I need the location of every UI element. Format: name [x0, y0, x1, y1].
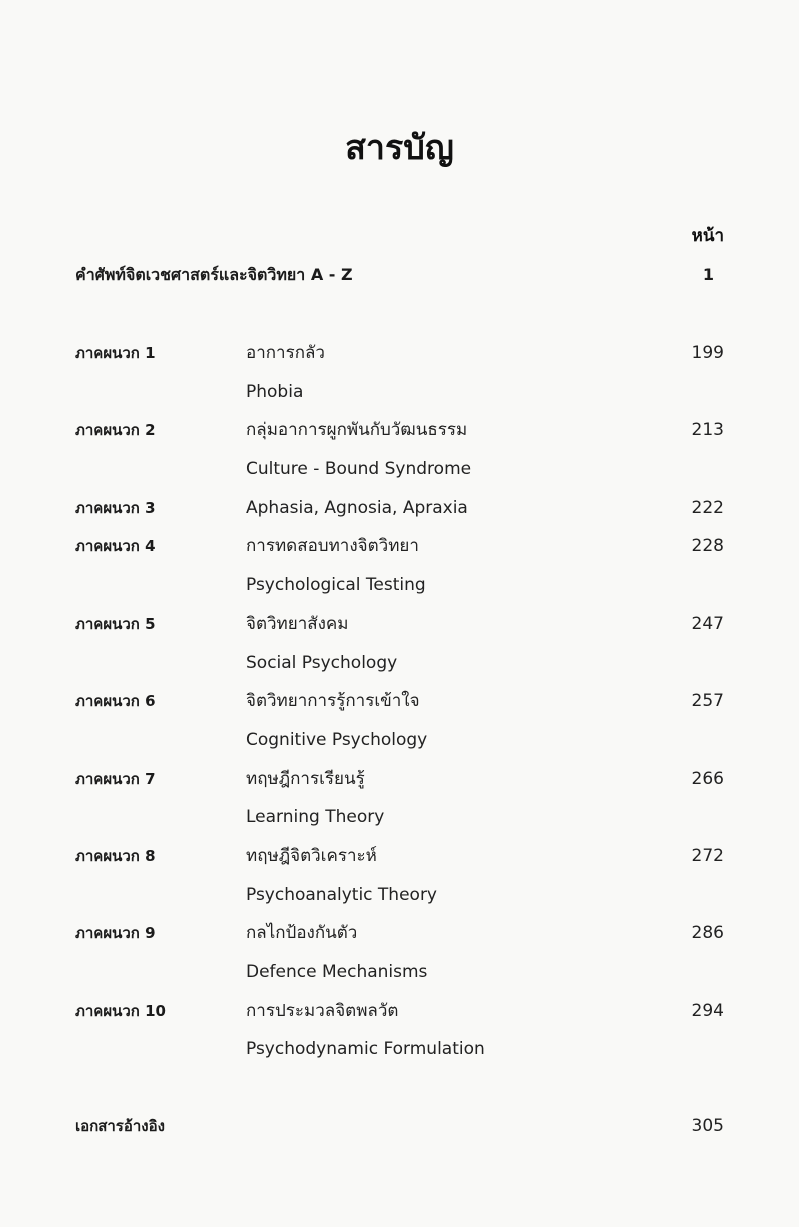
appendix-page-number: 286	[691, 923, 724, 944]
appendix-english-title: Culture - Bound Syndrome	[246, 459, 472, 480]
toc-appendix-7[interactable]	[75, 763, 724, 840]
appendix-thai-title: จิตวิทยาสังคม	[246, 613, 349, 634]
appendix-page-number: 294	[691, 1000, 724, 1021]
appendix-thai-title: กลไกป้องกันตัว	[246, 923, 358, 944]
appendix-english-title: Psychological Testing	[246, 575, 426, 596]
appendix-page-number: 266	[691, 768, 724, 789]
appendix-label: ภาคผนวก 8	[75, 846, 156, 865]
appendix-thai-title: กลุ่มอาการผูกพันกับวัฒนธรรม	[246, 420, 468, 441]
appendix-label: ภาคผนวก 7	[75, 769, 156, 788]
appendix-thai-title: ทฤษฎีจิตวิเคราะห์	[246, 845, 377, 866]
page-column-header: หน้า	[691, 226, 724, 246]
references-label: เอกสารอ้างอิง	[75, 1117, 165, 1135]
appendix-page-number: 228	[691, 536, 724, 557]
appendix-title: Aphasia, Agnosia, Apraxia	[246, 497, 468, 518]
appendix-label: ภาคผนวก 2	[75, 421, 156, 440]
appendix-thai-title: อาการกลัว	[246, 343, 325, 363]
appendix-page-number: 247	[691, 613, 724, 634]
toc-main-entry-label: คำศัพท์จิตเวชศาสตร์และจิตวิทยา A - Z	[75, 265, 353, 284]
toc-references[interactable]	[75, 1110, 724, 1142]
appendix-page-number: 213	[691, 420, 724, 441]
appendix-label: ภาคผนวก 1	[75, 344, 156, 362]
appendix-label: ภาคผนวก 10	[75, 1001, 166, 1020]
appendix-thai-title: จิตวิทยาการรู้การเข้าใจ	[246, 691, 420, 712]
page-title: สารบัญ	[345, 128, 454, 168]
appendix-thai-title: การประมวลจิตพลวัต	[246, 1000, 399, 1021]
appendix-thai-title: ทฤษฎีการเรียนรู้	[246, 768, 365, 789]
references-page-number: 305	[691, 1116, 724, 1136]
toc-appendix-2[interactable]	[75, 414, 724, 491]
toc-appendix-5[interactable]	[75, 608, 724, 685]
appendix-label: ภาคผนวก 5	[75, 614, 156, 633]
appendix-thai-title: การทดสอบทางจิตวิทยา	[246, 536, 419, 557]
toc-main-entry[interactable]	[75, 262, 724, 288]
appendix-page-number: 222	[691, 497, 724, 518]
appendix-list	[75, 337, 724, 1072]
appendix-english-title: Phobia	[246, 381, 304, 402]
appendix-label: ภาคผนวก 3	[75, 498, 156, 517]
appendix-label: ภาคผนวก 9	[75, 924, 156, 943]
toc-appendix-6[interactable]	[75, 685, 724, 762]
toc-appendix-10[interactable]	[75, 995, 724, 1072]
appendix-page-number: 199	[691, 343, 724, 363]
appendix-english-title: Cognitive Psychology	[246, 729, 428, 750]
appendix-english-title: Learning Theory	[246, 807, 385, 828]
toc-appendix-9[interactable]	[75, 917, 724, 994]
appendix-english-title: Psychodynamic Formulation	[246, 1039, 485, 1060]
appendix-page-number: 272	[691, 845, 724, 866]
toc-appendix-1[interactable]	[75, 337, 724, 414]
appendix-english-title: Social Psychology	[246, 652, 398, 673]
toc-appendix-4[interactable]	[75, 530, 724, 607]
appendix-english-title: Psychoanalytic Theory	[246, 884, 437, 905]
toc-main-entry-page: 1	[702, 265, 714, 284]
toc-appendix-8[interactable]	[75, 840, 724, 917]
appendix-english-title: Defence Mechanisms	[246, 962, 428, 982]
appendix-label: ภาคผนวก 4	[75, 537, 156, 556]
appendix-label: ภาคผนวก 6	[75, 692, 156, 711]
toc-appendix-3[interactable]	[75, 492, 724, 531]
appendix-page-number: 257	[691, 691, 724, 712]
